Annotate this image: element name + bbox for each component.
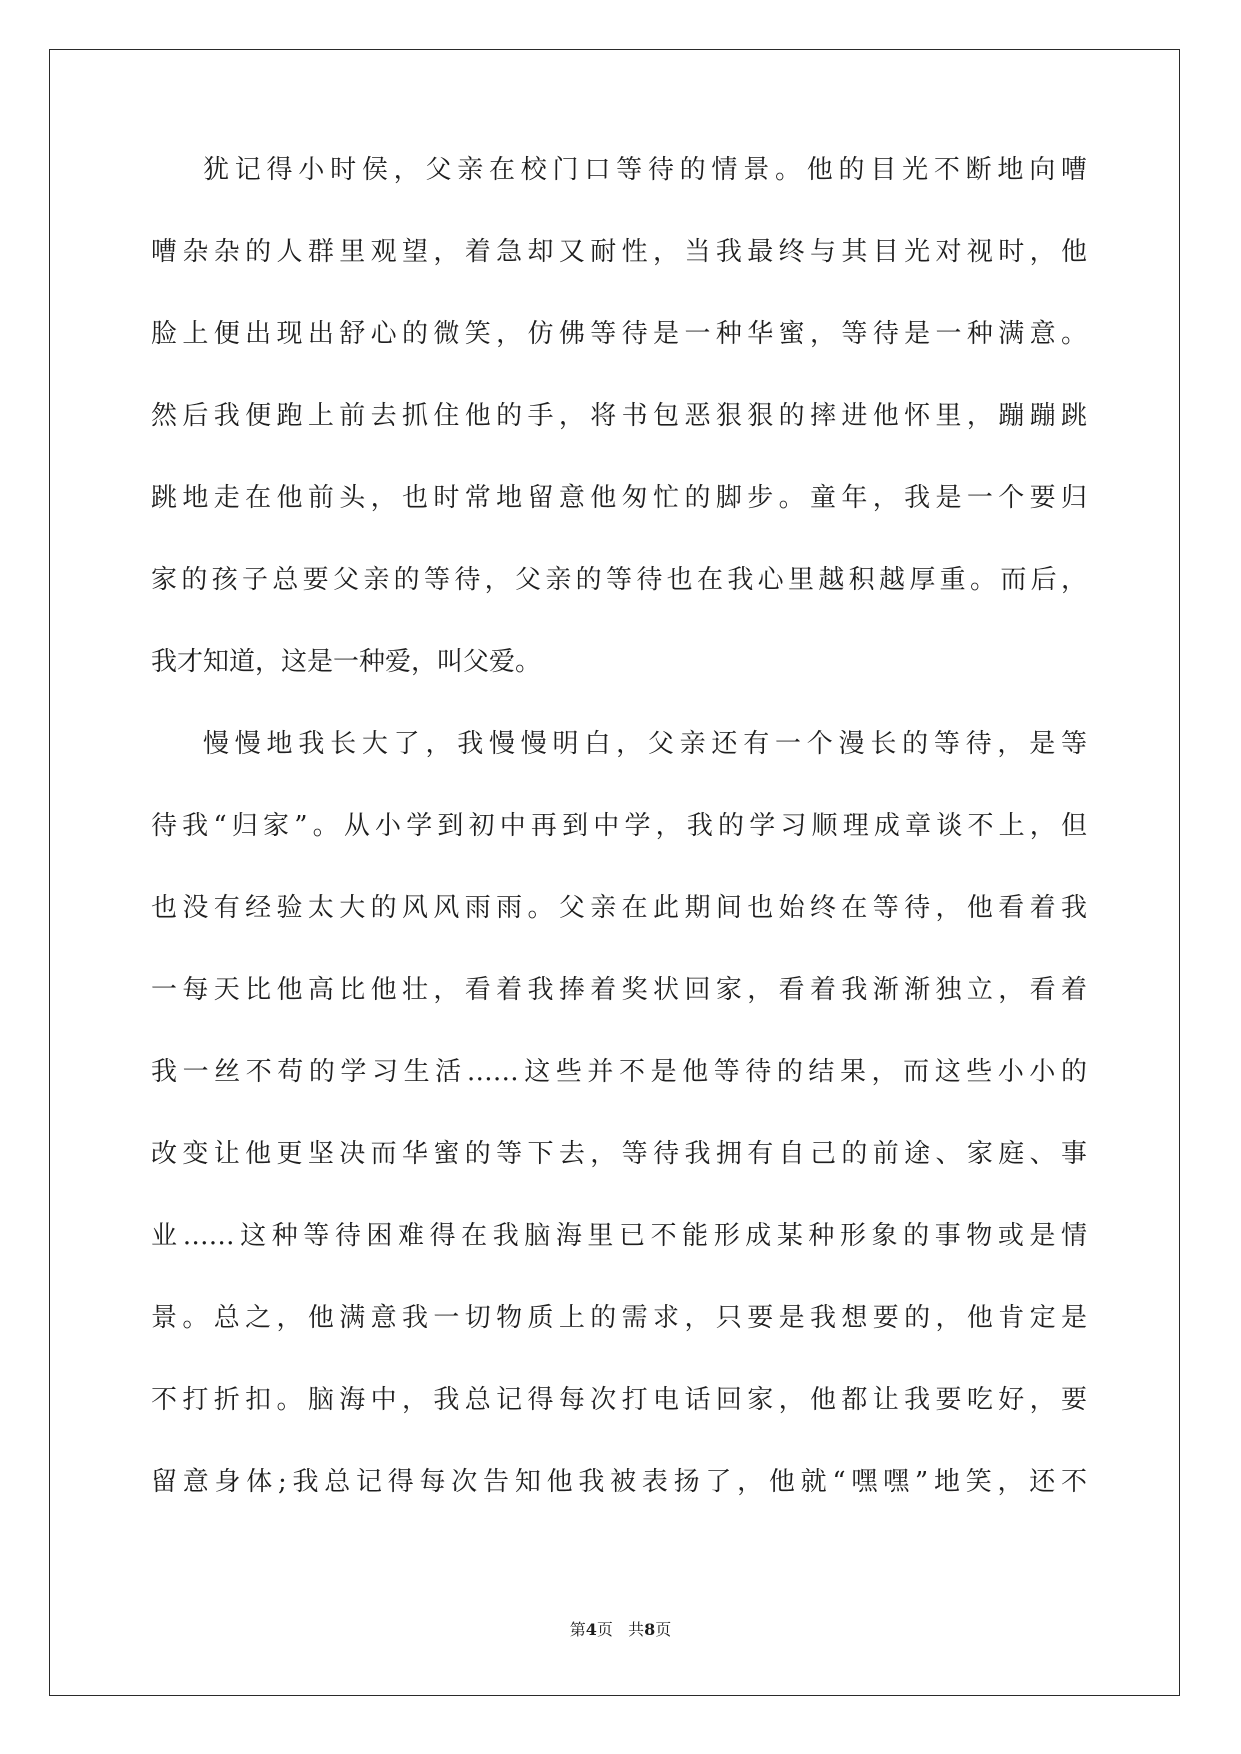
paragraph-1-line-2: 嘈杂杂的人群里观望，着急却又耐性，当我最终与其目光对视时，他 [151, 237, 1087, 267]
paragraph-2-line-3: 也没有经验太大的风风雨雨。父亲在此期间也始终在等待，他看着我 [151, 893, 1087, 923]
paragraph-1-line-7: 我才知道，这是一种爱，叫父爱。 [151, 647, 542, 677]
paragraph-2-line-5: 我一丝不苟的学习生活……这些并不是他等待的结果，而这些小小的 [151, 1057, 1087, 1087]
page-footer [0, 1617, 1241, 1640]
total-pages: 8 [644, 1620, 656, 1639]
paragraph-2-line-6: 改变让他更坚决而华蜜的等下去，等待我拥有自己的前途、家庭、事 [151, 1139, 1087, 1169]
total-suffix: 页 [655, 1620, 672, 1639]
paragraph-1-line-3: 脸上便出现出舒心的微笑，仿佛等待是一种华蜜，等待是一种满意。 [151, 319, 1087, 349]
paragraph-2-line-10: 留意身体;我总记得每次告知他我被表扬了，他就“嘿嘿”地笑，还不 [151, 1467, 1087, 1497]
paragraph-1-line-4: 然后我便跑上前去抓住他的手，将书包恶狠狠的摔进他怀里，蹦蹦跳 [151, 401, 1087, 431]
paragraph-1-line-6: 家的孩子总要父亲的等待，父亲的等待也在我心里越积越厚重。而后， [151, 565, 1087, 595]
paragraph-2-line-2: 待我“归家”。从小学到初中再到中学，我的学习顺理成章谈不上，但 [151, 811, 1087, 841]
paragraph-2-line-1: 慢慢地我长大了，我慢慢明白，父亲还有一个漫长的等待，是等 [203, 729, 1087, 759]
document-body [151, 157, 1087, 1551]
paragraph-2-line-9: 不打折扣。脑海中，我总记得每次打电话回家，他都让我要吃好，要 [151, 1385, 1087, 1415]
paragraph-2-line-7: 业……这种等待困难得在我脑海里已不能形成某种形象的事物或是情 [151, 1221, 1087, 1251]
paragraph-2-line-4: 一每天比他高比他壮，看着我捧着奖状回家，看着我渐渐独立，看着 [151, 975, 1087, 1005]
total-prefix: 共 [628, 1620, 645, 1639]
paragraph-2-line-8: 景。总之，他满意我一切物质上的需求，只要是我想要的，他肯定是 [151, 1303, 1087, 1333]
paragraph-1-line-1: 犹记得小时侯，父亲在校门口等待的情景。他的目光不断地向嘈 [203, 155, 1087, 185]
page-prefix: 第 [569, 1620, 586, 1639]
page-suffix: 页 [596, 1620, 613, 1639]
paragraph-1-line-5: 跳地走在他前头，也时常地留意他匆忙的脚步。童年，我是一个要归 [151, 483, 1087, 513]
page-number: 4 [585, 1620, 597, 1639]
